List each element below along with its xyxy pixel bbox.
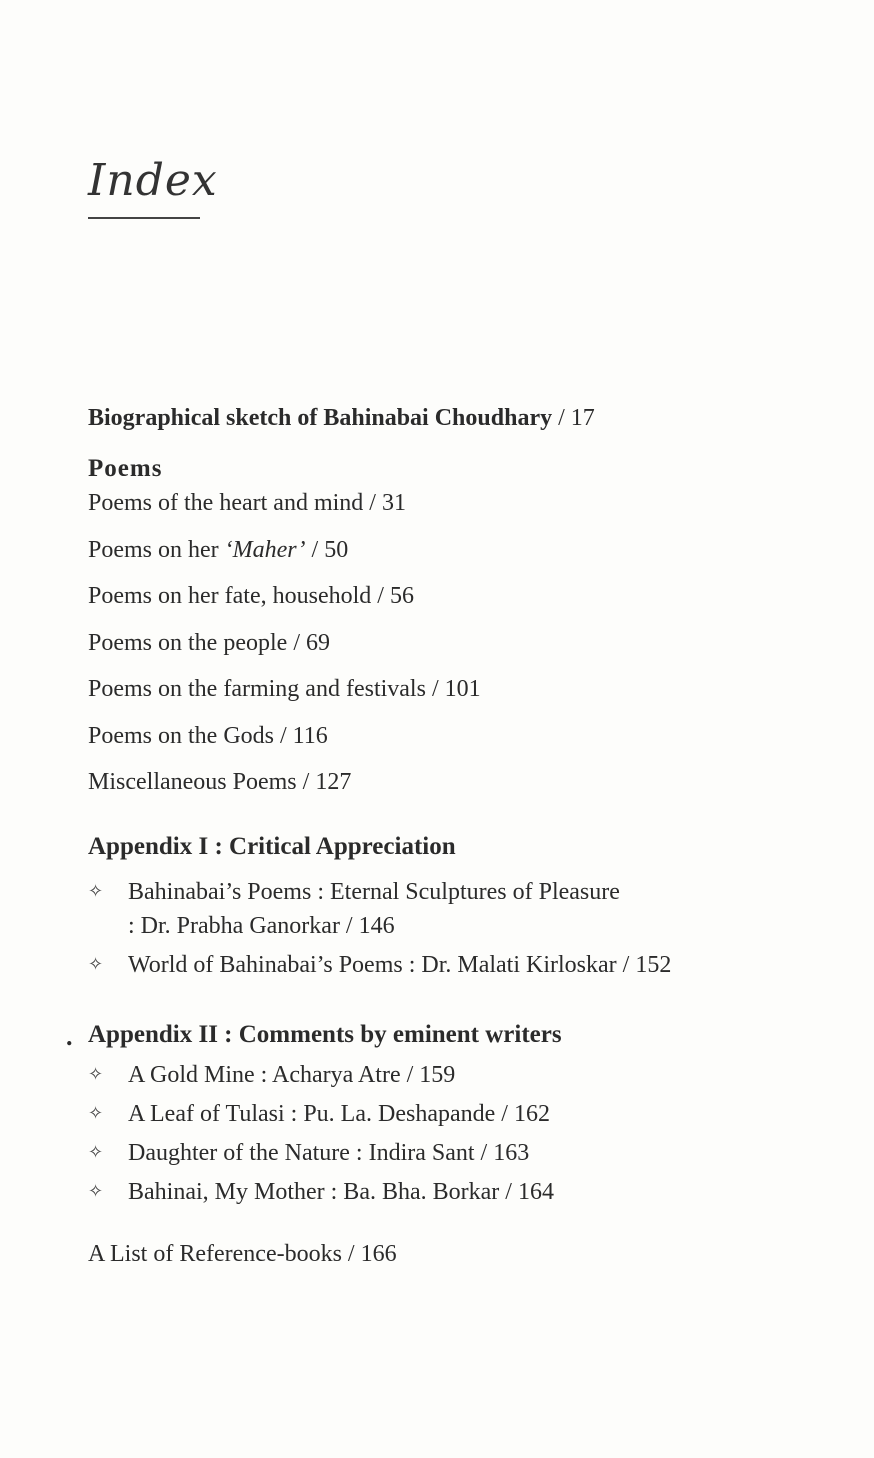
entry-label: Poems on the Gods — [88, 723, 274, 749]
appendix1-item — [88, 879, 620, 906]
entry-label-italic: ‘Maher’ — [224, 537, 306, 563]
item-text: Daughter of the Nature : Indira Sant / 163 — [128, 1140, 530, 1166]
page-title: Index — [88, 155, 218, 206]
diamond-star-icon: ✧ — [88, 1064, 104, 1085]
item-text: A Leaf of Tulasi : Pu. La. Deshapande / 162 — [128, 1101, 550, 1127]
entry-page: 69 — [305, 630, 330, 656]
separator: / — [371, 583, 390, 609]
entry-page: 56 — [389, 583, 414, 609]
appendix2-item — [88, 1062, 455, 1089]
entry-page: 127 — [315, 769, 352, 795]
biography-page: 17 — [570, 405, 595, 431]
toc-entry — [88, 723, 328, 750]
entry-label: Poems of the heart and mind — [88, 490, 364, 516]
separator: / — [296, 769, 316, 795]
toc-entry — [88, 676, 481, 703]
appendix1-item-continuation: : Dr. Prabha Ganorkar / 146 — [128, 913, 395, 939]
separator: / — [287, 630, 306, 656]
item-text: A Gold Mine : Acharya Atre / 159 — [128, 1062, 456, 1088]
entry-page: 101 — [444, 676, 481, 702]
separator: / — [425, 676, 445, 702]
item-text: Bahinabai’s Poems : Eternal Sculptures of Pleasure — [128, 879, 620, 905]
entry-page: 116 — [292, 723, 328, 749]
separator: / — [552, 405, 571, 431]
appendix2-item — [88, 1140, 529, 1167]
diamond-star-icon: ✧ — [88, 954, 104, 975]
appendix2-item — [88, 1101, 550, 1128]
biography-label: Biographical sketch of Bahinabai Choudhary — [88, 405, 553, 431]
toc-entry — [88, 769, 351, 796]
diamond-star-icon: ✧ — [88, 1103, 104, 1124]
toc-entry — [88, 490, 406, 517]
toc-entry — [88, 537, 348, 564]
entry-label: Poems on her — [88, 537, 225, 563]
entry-page: 50 — [324, 537, 349, 563]
entry-label: Poems on her fate, household — [88, 583, 372, 609]
toc-entry — [88, 630, 330, 657]
title-underline — [88, 217, 200, 219]
separator: / — [274, 723, 293, 749]
separator: / — [305, 537, 325, 563]
appendix2-heading: Appendix II : Comments by eminent writers — [88, 1021, 562, 1048]
entry-label: Miscellaneous Poems — [88, 769, 297, 795]
separator: / — [363, 490, 382, 516]
diamond-star-icon: ✧ — [88, 1142, 104, 1163]
entry-label: Poems on the people — [88, 630, 288, 656]
item-text: World of Bahinabai’s Poems : Dr. Malati Kirloskar / 152 — [128, 952, 672, 978]
toc-entry — [88, 583, 414, 610]
appendix2-item — [88, 1179, 554, 1206]
entry-label: Poems on the farming and festivals — [88, 676, 426, 702]
entry-page: 31 — [381, 490, 406, 516]
biography-entry — [88, 405, 595, 432]
stray-mark: . — [66, 1022, 73, 1051]
appendix1-heading: Appendix I : Critical Appreciation — [88, 833, 456, 860]
item-text: Bahinai, My Mother : Ba. Bha. Borkar / 164 — [128, 1179, 554, 1205]
poems-heading: Poems — [88, 455, 163, 482]
diamond-star-icon: ✧ — [88, 881, 104, 902]
appendix1-item — [88, 952, 671, 979]
references-entry: A List of Reference-books / 166 — [88, 1241, 397, 1267]
diamond-star-icon: ✧ — [88, 1181, 104, 1202]
